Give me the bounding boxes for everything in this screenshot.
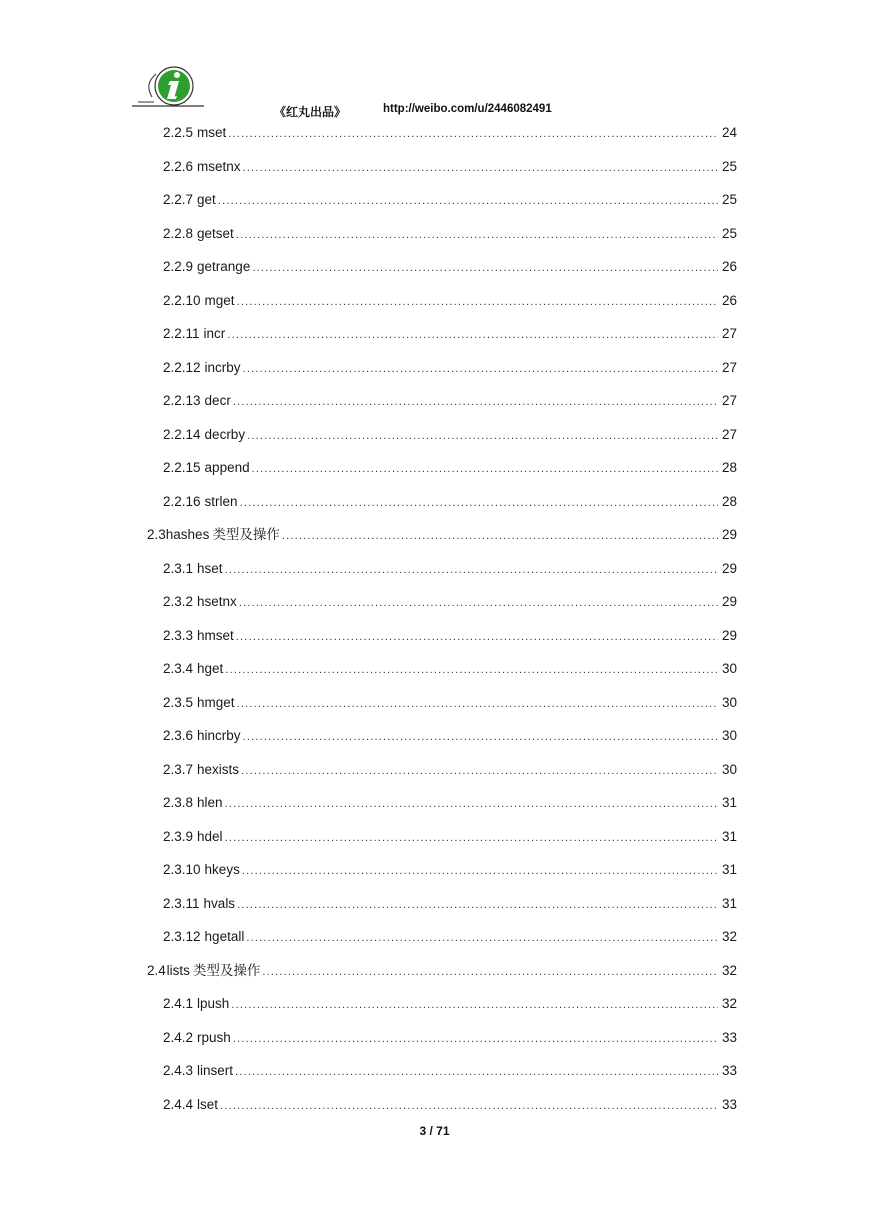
toc-entry[interactable] bbox=[163, 1096, 737, 1115]
toc-entry[interactable] bbox=[163, 861, 737, 880]
toc-entry-title: mget bbox=[204, 292, 235, 308]
toc-entry[interactable] bbox=[163, 627, 737, 646]
toc-entry-title: hsetnx bbox=[197, 594, 237, 609]
toc-entry-title: append bbox=[204, 460, 250, 475]
toc-entry-number: 2.4.1 bbox=[163, 996, 194, 1011]
toc-entry-page: 32 bbox=[721, 962, 737, 978]
toc-entry-number: 2.2.5 bbox=[163, 125, 194, 140]
toc-entry[interactable] bbox=[163, 459, 737, 478]
toc-entry[interactable] bbox=[163, 593, 737, 612]
toc-entry-page: 31 bbox=[721, 862, 737, 877]
toc-entry-page: 26 bbox=[721, 259, 737, 274]
toc-entry-page: 28 bbox=[721, 493, 737, 509]
toc-entry-number: 2.4.2 bbox=[163, 1029, 194, 1045]
toc-entry-number: 2.2.16 bbox=[163, 493, 201, 509]
toc-entry-number: 2.3.7 bbox=[163, 761, 194, 777]
toc-entry[interactable] bbox=[163, 359, 737, 378]
toc-entry[interactable] bbox=[163, 426, 737, 445]
toc-entry-title: lists bbox=[166, 962, 190, 978]
toc-entry-page: 31 bbox=[721, 795, 737, 810]
toc-entry-number: 2.4 bbox=[147, 962, 166, 978]
toc-entry-number: 2.2.10 bbox=[163, 292, 201, 308]
toc-entry[interactable] bbox=[163, 225, 737, 244]
toc-entry-number: 2.4.3 bbox=[163, 1063, 194, 1078]
toc-dot-leader bbox=[225, 661, 718, 679]
toc-entry-number: 2.3.6 bbox=[163, 728, 194, 743]
toc-entry-title: hvals bbox=[203, 895, 236, 911]
toc-entry-title: rpush bbox=[197, 1029, 231, 1045]
toc-dot-leader bbox=[237, 293, 718, 311]
toc-dot-leader bbox=[218, 192, 718, 210]
toc-entry-number: 2.3.12 bbox=[163, 929, 201, 944]
toc-entry-title: hget bbox=[197, 661, 224, 676]
toc-entry-page: 29 bbox=[721, 560, 737, 576]
toc-entry[interactable] bbox=[163, 761, 737, 780]
toc-entry-title: decr bbox=[204, 393, 231, 408]
toc-dot-leader bbox=[241, 762, 718, 780]
toc-entry[interactable] bbox=[163, 258, 737, 277]
toc-entry-number: 2.2.7 bbox=[163, 192, 194, 207]
header-url[interactable]: http://weibo.com/u/2446082491 bbox=[383, 103, 552, 115]
toc-entry-number: 2.2.8 bbox=[163, 225, 194, 241]
toc-section-entry[interactable] bbox=[147, 526, 737, 545]
toc-entry-title: getset bbox=[197, 225, 234, 241]
toc-entry[interactable] bbox=[163, 1029, 737, 1048]
toc-entry-page: 33 bbox=[721, 1063, 737, 1078]
toc-entry-title: hmset bbox=[197, 627, 234, 643]
toc-entry-title: mset bbox=[197, 125, 227, 140]
toc-entry-page: 29 bbox=[721, 594, 737, 609]
toc-dot-leader bbox=[228, 125, 718, 143]
toc-dot-leader bbox=[243, 360, 718, 378]
toc-entry-title: strlen bbox=[204, 493, 238, 509]
toc-entry[interactable] bbox=[163, 191, 737, 210]
toc-entry-title: hdel bbox=[197, 828, 223, 844]
toc-entry[interactable] bbox=[163, 158, 737, 177]
toc-entry-page: 30 bbox=[721, 661, 737, 676]
toc-entry-title: hexists bbox=[197, 761, 240, 777]
toc-dot-leader bbox=[233, 1030, 718, 1048]
toc-entry-page: 26 bbox=[721, 292, 737, 308]
page-number: 3 / 71 bbox=[419, 1124, 450, 1138]
toc-dot-leader bbox=[246, 929, 718, 947]
toc-entry-number: 2.3.2 bbox=[163, 594, 194, 609]
toc-dot-leader bbox=[237, 695, 718, 713]
toc-entry-title: hincrby bbox=[197, 728, 241, 743]
toc-entry-page: 28 bbox=[721, 460, 737, 475]
toc-entry-page: 27 bbox=[721, 326, 737, 341]
toc-entry[interactable] bbox=[163, 995, 737, 1014]
toc-entry-number: 2.2.14 bbox=[163, 426, 201, 442]
toc-entry-page: 33 bbox=[721, 1029, 737, 1045]
toc-entry-number: 2.3.9 bbox=[163, 828, 194, 844]
toc-entry-page: 31 bbox=[721, 828, 737, 844]
toc-entry-title: hmget bbox=[197, 694, 235, 710]
toc-entry-number: 2.3.11 bbox=[163, 895, 200, 911]
toc-entry-number: 2.3 bbox=[147, 527, 166, 542]
toc-entry-page: 30 bbox=[721, 694, 737, 710]
toc-entry-page: 25 bbox=[721, 225, 737, 241]
toc-dot-leader bbox=[225, 795, 718, 813]
toc-entry[interactable] bbox=[163, 828, 737, 847]
toc-entry-title: lpush bbox=[197, 996, 230, 1011]
toc-entry-page: 27 bbox=[721, 359, 737, 375]
toc-dot-leader bbox=[235, 1063, 718, 1081]
toc-dot-leader bbox=[252, 460, 718, 478]
toc-entry[interactable] bbox=[163, 292, 737, 311]
toc-entry-title: incr bbox=[203, 326, 226, 341]
toc-dot-leader bbox=[225, 829, 718, 847]
toc-entry-page: 29 bbox=[721, 527, 737, 542]
toc-entry-title-cn: 类型及操作 bbox=[212, 527, 280, 543]
toc-entry-title: hlen bbox=[197, 795, 223, 810]
toc-dot-leader bbox=[243, 728, 718, 746]
toc-entry-title: hset bbox=[197, 560, 223, 576]
toc-entry-number: 2.4.4 bbox=[163, 1096, 194, 1112]
toc-entry-title: getrange bbox=[197, 259, 251, 274]
toc-dot-leader bbox=[225, 561, 718, 579]
toc-dot-leader bbox=[220, 1097, 718, 1115]
toc-entry[interactable] bbox=[163, 325, 737, 344]
toc-dot-leader bbox=[262, 963, 718, 981]
toc-entry-page: 30 bbox=[721, 761, 737, 777]
toc-entry-number: 2.2.9 bbox=[163, 259, 194, 274]
toc-section-entry[interactable] bbox=[147, 962, 737, 981]
toc-dot-leader bbox=[231, 996, 718, 1014]
toc-dot-leader bbox=[242, 862, 718, 880]
toc-entry-title: linsert bbox=[197, 1063, 234, 1078]
toc-entry[interactable] bbox=[163, 694, 737, 713]
toc-dot-leader bbox=[282, 527, 718, 545]
toc-entry-title: lset bbox=[197, 1096, 219, 1112]
toc-entry-number: 2.2.13 bbox=[163, 393, 201, 408]
toc-entry[interactable] bbox=[163, 392, 737, 411]
toc-entry-page: 32 bbox=[721, 996, 737, 1011]
toc-entry-page: 27 bbox=[721, 426, 737, 442]
toc-entry-number: 2.3.10 bbox=[163, 862, 201, 877]
toc-entry[interactable] bbox=[163, 727, 737, 746]
toc-entry-page: 24 bbox=[721, 125, 737, 140]
toc-entry-number: 2.2.11 bbox=[163, 326, 200, 341]
toc-entry-page: 33 bbox=[721, 1096, 737, 1112]
toc-dot-leader bbox=[239, 594, 718, 612]
toc-entry[interactable] bbox=[163, 124, 737, 143]
toc-entry[interactable] bbox=[163, 493, 737, 512]
toc-dot-leader bbox=[233, 393, 718, 411]
toc-dot-leader bbox=[243, 159, 718, 177]
toc-entry-title: hgetall bbox=[204, 929, 245, 944]
toc-entry-number: 2.2.6 bbox=[163, 158, 194, 174]
toc-entry-page: 27 bbox=[721, 393, 737, 408]
toc-entry[interactable] bbox=[163, 1062, 737, 1081]
toc-entry-page: 25 bbox=[721, 158, 737, 174]
toc-entry-title: msetnx bbox=[197, 158, 241, 174]
toc-entry[interactable] bbox=[163, 794, 737, 813]
toc-entry-number: 2.3.5 bbox=[163, 694, 194, 710]
toc-entry-number: 2.3.8 bbox=[163, 795, 194, 810]
toc-entry-title-cn: 类型及操作 bbox=[192, 962, 261, 979]
toc-entry-number: 2.2.15 bbox=[163, 460, 201, 475]
toc-entry[interactable] bbox=[163, 928, 737, 947]
toc-entry-title: decrby bbox=[204, 426, 246, 442]
toc-entry[interactable] bbox=[163, 660, 737, 679]
toc-entry-title: hashes bbox=[165, 527, 210, 542]
toc-dot-leader bbox=[237, 896, 718, 914]
toc-dot-leader bbox=[247, 427, 718, 445]
toc-dot-leader bbox=[240, 494, 718, 512]
toc-dot-leader bbox=[252, 259, 718, 277]
toc-entry-number: 2.2.12 bbox=[163, 359, 201, 375]
toc-dot-leader bbox=[227, 326, 718, 344]
toc-entry-page: 32 bbox=[721, 929, 737, 944]
toc-entry-title: incrby bbox=[204, 359, 241, 375]
toc-entry-page: 25 bbox=[721, 192, 737, 207]
toc-dot-leader bbox=[236, 628, 718, 646]
toc-entry[interactable] bbox=[163, 895, 737, 914]
toc-entry-page: 29 bbox=[721, 627, 737, 643]
toc-entry-number: 2.3.4 bbox=[163, 661, 194, 676]
toc-dot-leader bbox=[236, 226, 718, 244]
toc-entry-title: hkeys bbox=[204, 862, 240, 877]
toc-entry-title: get bbox=[197, 192, 216, 207]
toc-entry-number: 2.3.3 bbox=[163, 627, 194, 643]
toc-entry[interactable] bbox=[163, 560, 737, 579]
toc-entry-page: 30 bbox=[721, 728, 737, 743]
toc-entry-page: 31 bbox=[721, 895, 737, 911]
info-i-icon bbox=[130, 62, 206, 114]
header-title: 《红丸出品》 bbox=[274, 105, 347, 119]
toc-entry-number: 2.3.1 bbox=[163, 560, 194, 576]
